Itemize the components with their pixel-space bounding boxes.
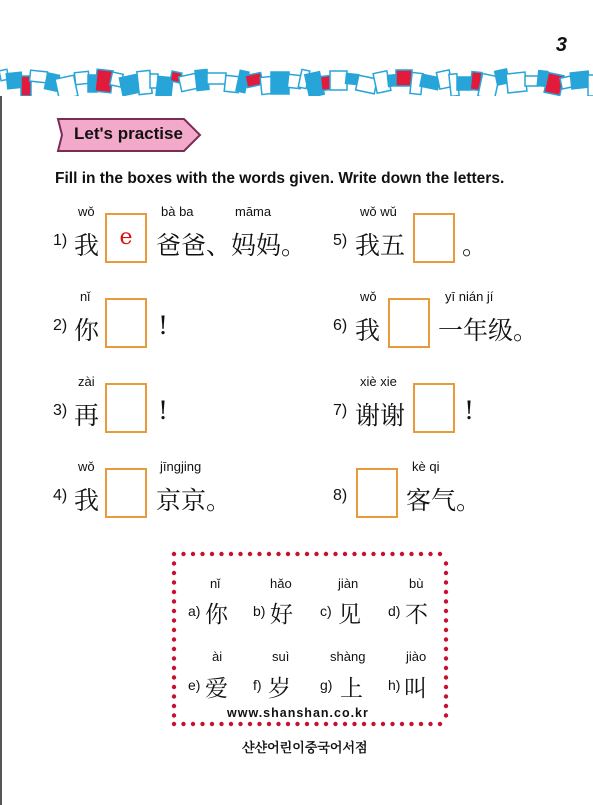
border-dot bbox=[200, 722, 204, 726]
option-letter: h) bbox=[388, 677, 401, 693]
border-dot bbox=[172, 580, 176, 584]
border-dot bbox=[352, 722, 356, 726]
border-dot bbox=[381, 722, 385, 726]
border-dot bbox=[172, 722, 176, 726]
border-dot bbox=[191, 722, 195, 726]
border-dot bbox=[444, 675, 448, 679]
border-dot bbox=[381, 552, 385, 556]
option-pinyin: bù bbox=[409, 576, 424, 591]
hanzi: 一年级。 bbox=[438, 316, 539, 345]
border-dot bbox=[172, 637, 176, 641]
pinyin: wǒ bbox=[78, 459, 95, 474]
border-dot bbox=[210, 552, 214, 556]
border-dot bbox=[172, 647, 176, 651]
border-dot bbox=[438, 552, 442, 556]
section-title: Let's practise bbox=[74, 124, 183, 143]
question-number: 1) bbox=[53, 232, 68, 249]
option-letter: a) bbox=[188, 603, 201, 619]
border-piece bbox=[207, 73, 226, 84]
border-dot bbox=[428, 552, 432, 556]
border-dot bbox=[210, 722, 214, 726]
option-pinyin: ài bbox=[212, 649, 223, 664]
border-dot bbox=[172, 571, 176, 575]
option-pinyin: nǐ bbox=[210, 576, 221, 591]
border-dot bbox=[333, 552, 337, 556]
hanzi: 我 bbox=[74, 231, 100, 260]
border-dot bbox=[267, 552, 271, 556]
answer-box[interactable] bbox=[105, 298, 147, 348]
option-hanzi: 见 bbox=[338, 602, 361, 628]
border-dot bbox=[371, 722, 375, 726]
border-dot bbox=[229, 552, 233, 556]
border-dot bbox=[400, 722, 404, 726]
border-dot bbox=[419, 552, 423, 556]
border-dot bbox=[444, 647, 448, 651]
option-pinyin: jiào bbox=[406, 649, 427, 664]
hanzi: 再 bbox=[74, 401, 100, 430]
border-dot bbox=[390, 552, 394, 556]
option-letter: g) bbox=[320, 677, 333, 693]
border-dot bbox=[172, 713, 176, 717]
border-dot bbox=[438, 722, 442, 726]
border-dot bbox=[305, 552, 309, 556]
border-dot bbox=[409, 552, 413, 556]
option-letter: f) bbox=[253, 677, 262, 693]
page-edge-line bbox=[0, 96, 2, 805]
hanzi: 京京。 bbox=[156, 486, 232, 515]
border-dot bbox=[219, 722, 223, 726]
border-dot bbox=[362, 722, 366, 726]
border-dot bbox=[172, 561, 176, 565]
option-pinyin: suì bbox=[272, 649, 290, 664]
border-piece bbox=[271, 72, 289, 94]
border-dot bbox=[371, 552, 375, 556]
question-number: 6) bbox=[333, 317, 348, 334]
border-piece bbox=[330, 71, 347, 90]
border-dot bbox=[238, 552, 242, 556]
watermark-store-name: 샨샨어린이중국어서점 bbox=[242, 740, 368, 755]
border-dot bbox=[444, 561, 448, 565]
border-dot bbox=[444, 618, 448, 622]
border-dot bbox=[248, 722, 252, 726]
question-number: 7) bbox=[333, 402, 348, 419]
border-dot bbox=[295, 552, 299, 556]
pinyin: kè qi bbox=[412, 459, 440, 474]
option-pinyin: jiàn bbox=[338, 576, 359, 591]
question-number: 8) bbox=[333, 487, 348, 504]
border-dot bbox=[314, 552, 318, 556]
option-letter: e) bbox=[188, 677, 201, 693]
hanzi: 谢谢 bbox=[355, 401, 406, 430]
punctuation: ! bbox=[158, 396, 169, 425]
pinyin: nǐ bbox=[80, 289, 91, 304]
border-dot bbox=[181, 552, 185, 556]
border-dot bbox=[172, 552, 176, 556]
option-hanzi: 不 bbox=[405, 602, 428, 628]
hanzi: 我五 bbox=[355, 231, 406, 260]
border-dot bbox=[172, 675, 176, 679]
answer-box[interactable] bbox=[105, 383, 147, 433]
option-pinyin: shàng bbox=[330, 649, 366, 664]
pinyin: yī nián jí bbox=[445, 289, 494, 304]
border-dot bbox=[444, 666, 448, 670]
pinyin: jīngjing bbox=[160, 459, 202, 474]
option-hanzi: 你 bbox=[205, 602, 228, 628]
instruction-text: Fill in the boxes with the words given. Write down the letters. bbox=[55, 170, 505, 187]
border-dot bbox=[172, 704, 176, 708]
border-dot bbox=[172, 599, 176, 603]
border-dot bbox=[286, 552, 290, 556]
option-hanzi: 爱 bbox=[205, 676, 228, 702]
punctuation: ! bbox=[464, 396, 475, 425]
border-piece bbox=[506, 72, 527, 93]
option-hanzi: 好 bbox=[270, 602, 293, 628]
border-dot bbox=[219, 552, 223, 556]
hanzi: 我 bbox=[74, 486, 100, 515]
border-dot bbox=[172, 685, 176, 689]
border-dot bbox=[172, 656, 176, 660]
border-dot bbox=[444, 704, 448, 708]
border-dot bbox=[172, 618, 176, 622]
hanzi: 你 bbox=[74, 316, 100, 345]
border-dot bbox=[172, 609, 176, 613]
border-dot bbox=[172, 694, 176, 698]
border-dot bbox=[428, 722, 432, 726]
border-dot bbox=[172, 628, 176, 632]
border-dot bbox=[172, 590, 176, 594]
border-dot bbox=[181, 722, 185, 726]
border-dot bbox=[333, 722, 337, 726]
hanzi: 爸爸、妈妈。 bbox=[156, 231, 307, 260]
option-hanzi: 岁 bbox=[268, 676, 291, 702]
border-dot bbox=[343, 722, 347, 726]
border-dot bbox=[172, 666, 176, 670]
option-letter: b) bbox=[253, 603, 266, 619]
answer-box[interactable] bbox=[105, 213, 147, 263]
border-dot bbox=[238, 722, 242, 726]
border-piece bbox=[396, 70, 412, 86]
border-dot bbox=[444, 590, 448, 594]
hanzi: 客气。 bbox=[406, 486, 482, 515]
pinyin: wǒ bbox=[78, 204, 95, 219]
option-hanzi: 上 bbox=[340, 676, 363, 702]
border-dot bbox=[444, 685, 448, 689]
border-dot bbox=[444, 637, 448, 641]
border-dot bbox=[314, 722, 318, 726]
border-dot bbox=[267, 722, 271, 726]
border-dot bbox=[444, 571, 448, 575]
border-dot bbox=[248, 552, 252, 556]
border-dot bbox=[200, 552, 204, 556]
pinyin: zài bbox=[78, 374, 95, 389]
watermark-url: www.shanshan.co.kr bbox=[227, 706, 369, 720]
border-dot bbox=[324, 552, 328, 556]
border-dot bbox=[419, 722, 423, 726]
answer-box[interactable] bbox=[356, 468, 398, 518]
border-dot bbox=[444, 656, 448, 660]
border-dot bbox=[324, 722, 328, 726]
option-letter: c) bbox=[320, 603, 332, 619]
answer-box[interactable] bbox=[105, 468, 147, 518]
border-dot bbox=[257, 552, 261, 556]
pinyin: xiè xie bbox=[360, 374, 397, 389]
answer-box[interactable] bbox=[413, 213, 455, 263]
border-dot bbox=[400, 552, 404, 556]
border-dot bbox=[444, 599, 448, 603]
pinyin: wǒ wǔ bbox=[360, 204, 397, 219]
border-dot bbox=[444, 609, 448, 613]
option-hanzi: 叫 bbox=[404, 676, 427, 702]
border-dot bbox=[390, 722, 394, 726]
answer-letter: e bbox=[119, 225, 133, 250]
option-letter: d) bbox=[388, 603, 401, 619]
page-number: 3 bbox=[555, 34, 567, 56]
answer-box[interactable] bbox=[413, 383, 455, 433]
border-dot bbox=[257, 722, 261, 726]
pinyin: bà ba bbox=[161, 204, 194, 219]
border-dot bbox=[409, 722, 413, 726]
question-number: 3) bbox=[53, 402, 68, 419]
border-dot bbox=[305, 722, 309, 726]
option-pinyin: hǎo bbox=[270, 576, 292, 591]
border-dot bbox=[276, 722, 280, 726]
border-dot bbox=[286, 722, 290, 726]
question-number: 2) bbox=[53, 317, 68, 334]
border-dot bbox=[352, 552, 356, 556]
border-dot bbox=[343, 552, 347, 556]
punctuation: 。 bbox=[462, 231, 488, 260]
answer-box[interactable] bbox=[388, 298, 430, 348]
border-dot bbox=[362, 552, 366, 556]
pinyin: māma bbox=[235, 204, 272, 219]
border-piece bbox=[588, 75, 593, 96]
border-dot bbox=[444, 713, 448, 717]
border-piece bbox=[570, 71, 590, 89]
hanzi: 我 bbox=[355, 316, 381, 345]
border-dot bbox=[276, 552, 280, 556]
border-dot bbox=[444, 628, 448, 632]
question-number: 4) bbox=[53, 487, 68, 504]
border-dot bbox=[444, 694, 448, 698]
border-piece bbox=[29, 70, 47, 83]
punctuation: ! bbox=[158, 311, 169, 340]
border-dot bbox=[191, 552, 195, 556]
border-dot bbox=[444, 580, 448, 584]
border-dot bbox=[295, 722, 299, 726]
decorative-border bbox=[0, 66, 593, 96]
border-dot bbox=[229, 722, 233, 726]
question-number: 5) bbox=[333, 232, 348, 249]
pinyin: wǒ bbox=[360, 289, 377, 304]
